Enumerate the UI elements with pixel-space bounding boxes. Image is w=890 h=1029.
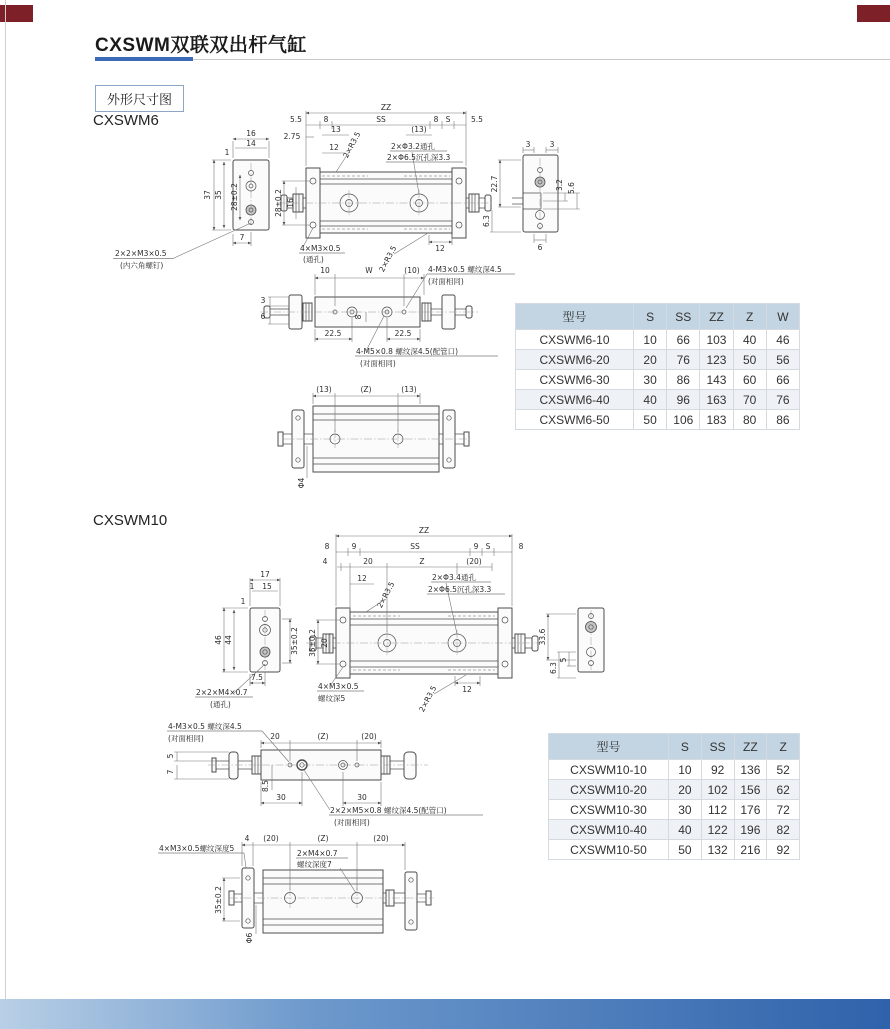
- dim-label: SS: [376, 115, 386, 124]
- cell: 70: [733, 390, 766, 410]
- dim-label: 20: [320, 638, 329, 648]
- dim-label: 7: [166, 769, 175, 775]
- cell-model: CXSWM6-10: [516, 330, 634, 350]
- table-header-row: [549, 734, 800, 760]
- table-row: [516, 350, 800, 370]
- col-header-z: Z: [733, 304, 766, 330]
- dim-label: 22.7: [490, 175, 499, 193]
- dim-label: 8: [324, 542, 330, 551]
- annotation-label: (对面相同): [334, 818, 370, 827]
- cxswm10-dimension-table: [548, 733, 800, 860]
- dim-label: S: [485, 542, 491, 551]
- cell: 102: [701, 780, 734, 800]
- dim-label: 20: [363, 557, 373, 566]
- dim-label: (20): [466, 557, 482, 566]
- dim-label: 37: [203, 190, 212, 200]
- cxswm6-main-view: [274, 103, 494, 273]
- dim-label: 1: [249, 582, 255, 591]
- model-label-cxswm10: CXSWM10: [93, 512, 168, 529]
- table-row: [549, 800, 800, 820]
- cell: 216: [734, 840, 767, 860]
- cell: 72: [767, 800, 800, 820]
- dim-label: (13): [411, 125, 427, 134]
- cell: 60: [733, 370, 766, 390]
- page-title: CXSWM双联双出杆气缸: [95, 35, 307, 56]
- dim-label: 16: [286, 198, 295, 208]
- table-row: [549, 840, 800, 860]
- table-row: [516, 330, 800, 350]
- dim-label: 22.5: [394, 329, 412, 338]
- cell: 82: [767, 820, 800, 840]
- dim-label: Φ4: [297, 477, 306, 489]
- dim-label: 8: [354, 314, 363, 320]
- dim-label: 17: [260, 570, 270, 579]
- dim-label: 2×R3.5: [341, 130, 363, 160]
- dim-label: 12: [462, 685, 472, 694]
- cell: 112: [701, 800, 734, 820]
- dim-label: 3: [525, 140, 531, 149]
- dim-label: 13: [331, 125, 341, 134]
- cell-model: CXSWM10-40: [549, 820, 669, 840]
- dim-label: 7: [239, 233, 245, 242]
- dim-label: 5: [166, 753, 175, 759]
- dim-label: 6: [260, 312, 266, 321]
- dim-label: 5.5: [290, 115, 302, 124]
- annotation-label: 2×Φ3.2通孔: [391, 142, 435, 151]
- cell: 10: [634, 330, 667, 350]
- col-header-zz: ZZ: [700, 304, 733, 330]
- dim-label: 3: [260, 296, 266, 305]
- dim-label: (20): [361, 732, 377, 741]
- cell: 40: [733, 330, 766, 350]
- dim-label: (13): [401, 385, 417, 394]
- col-header-s: S: [634, 304, 667, 330]
- cell: 56: [766, 350, 799, 370]
- cell: 92: [767, 840, 800, 860]
- dim-label: 16: [246, 129, 256, 138]
- dim-label: ZZ: [418, 526, 430, 535]
- table-row: [516, 390, 800, 410]
- cell-model: CXSWM6-30: [516, 370, 634, 390]
- annotation-label: 2×M4×0.7: [297, 849, 338, 858]
- dim-label: 12: [329, 143, 339, 152]
- annotation-label: 4×M3×0.5: [300, 244, 341, 253]
- dim-label: 22.5: [324, 329, 342, 338]
- dim-label: 2.75: [283, 132, 301, 141]
- cxswm10-end-view: [538, 608, 604, 678]
- dim-label: 6: [537, 243, 543, 252]
- col-header-s: S: [669, 734, 702, 760]
- dim-label: 46: [214, 635, 223, 645]
- dim-label: 9: [473, 542, 479, 551]
- cell-model: CXSWM6-40: [516, 390, 634, 410]
- cell: 103: [700, 330, 733, 350]
- section-label: 外形尺寸图: [95, 85, 184, 112]
- cell: 66: [766, 370, 799, 390]
- cell: 86: [766, 410, 799, 430]
- dim-label: 2×R3.5: [417, 684, 439, 714]
- cell: 122: [701, 820, 734, 840]
- cell-model: CXSWM6-50: [516, 410, 634, 430]
- dim-label: W: [365, 266, 373, 275]
- dim-label: 30: [276, 793, 286, 802]
- cxswm10-main-view: [306, 526, 540, 713]
- col-header-z: Z: [767, 734, 800, 760]
- dim-label: 28±0.2: [230, 183, 239, 211]
- dim-label: 12: [357, 574, 367, 583]
- cell: 52: [767, 760, 800, 780]
- annotation-label: 2×Φ6.5沉孔深3.3: [387, 153, 451, 162]
- cell: 10: [669, 760, 702, 780]
- dim-label: (10): [404, 266, 420, 275]
- dim-label: (Z): [317, 732, 329, 741]
- dim-label: 5.5: [471, 115, 483, 124]
- cell: 123: [700, 350, 733, 370]
- annotation-label: 螺纹深5: [318, 694, 346, 703]
- cell: 96: [667, 390, 700, 410]
- dim-label: 2×R3.5: [377, 244, 399, 274]
- cell-model: CXSWM10-20: [549, 780, 669, 800]
- dim-label: 6.3: [482, 215, 491, 227]
- cell: 76: [766, 390, 799, 410]
- dim-label: 3: [549, 140, 555, 149]
- cxswm10-side-view: [195, 570, 299, 709]
- dim-label: 12: [435, 244, 445, 253]
- annotation-label: 4×M3×0.5螺纹深度5: [159, 844, 235, 853]
- cxswm6-side-view: [113, 129, 269, 270]
- cell-model: CXSWM10-30: [549, 800, 669, 820]
- dim-label: 1: [224, 148, 230, 157]
- dim-label: 8: [323, 115, 329, 124]
- cxswm6-dimension-table: [515, 303, 800, 430]
- cell: 50: [733, 350, 766, 370]
- dim-label: (13): [316, 385, 332, 394]
- cell: 66: [667, 330, 700, 350]
- dim-label: Φ6: [245, 932, 254, 944]
- cxswm6-end-view: [482, 140, 580, 252]
- table-row: [516, 370, 800, 390]
- annotation-label: 4-M5×0.8 螺纹深4.5(配管口): [356, 347, 459, 356]
- dim-label: 3.2: [555, 179, 564, 191]
- dim-label: 30: [357, 793, 367, 802]
- annotation-label: (内六角螺钉): [120, 261, 164, 270]
- dim-label: (20): [263, 834, 279, 843]
- annotation-label: 2×2×M4×0.7: [196, 688, 248, 697]
- dim-label: 15: [262, 582, 272, 591]
- annotation-label: 螺纹深度7: [297, 860, 332, 869]
- annotation-label: 4-M3×0.5 螺纹深4.5: [168, 722, 242, 731]
- dim-label: (20): [373, 834, 389, 843]
- col-header-model: 型号: [549, 734, 669, 760]
- annotation-label: (对面相同): [360, 359, 396, 368]
- cell: 20: [669, 780, 702, 800]
- dim-label: 10: [320, 266, 330, 275]
- cell: 132: [701, 840, 734, 860]
- dim-label: 4: [322, 557, 328, 566]
- dim-label: 35±0.2: [214, 886, 223, 914]
- cell: 46: [766, 330, 799, 350]
- cxswm10-bottom-view: [166, 721, 483, 827]
- dim-label: 35: [214, 190, 223, 200]
- dim-label: 35±0.2: [308, 629, 317, 657]
- dim-label: (Z): [360, 385, 372, 394]
- cell-model: CXSWM6-20: [516, 350, 634, 370]
- annotation-label: (对面相同): [168, 734, 204, 743]
- dim-label: 20: [270, 732, 280, 741]
- dim-label: SS: [410, 542, 420, 551]
- dim-label: ZZ: [380, 103, 392, 112]
- dim-label: 8: [433, 115, 439, 124]
- table-row: [549, 760, 800, 780]
- annotation-label: (通孔): [303, 255, 324, 264]
- col-header-ss: SS: [667, 304, 700, 330]
- dim-label: 4: [244, 834, 250, 843]
- cell: 156: [734, 780, 767, 800]
- cell: 136: [734, 760, 767, 780]
- dim-label: 1: [240, 597, 246, 606]
- cell: 62: [767, 780, 800, 800]
- cell-model: CXSWM10-50: [549, 840, 669, 860]
- col-header-model: 型号: [516, 304, 634, 330]
- table-row: [549, 820, 800, 840]
- annotation-label: (对面相同): [428, 277, 464, 286]
- dim-label: 9: [351, 542, 357, 551]
- dim-label: 2×R3.5: [375, 580, 397, 610]
- cxswm6-bottom-view: [260, 264, 515, 368]
- cell: 80: [733, 410, 766, 430]
- cell: 50: [669, 840, 702, 860]
- cell: 163: [700, 390, 733, 410]
- table-row: [516, 410, 800, 430]
- cell: 176: [734, 800, 767, 820]
- dim-label: 44: [224, 635, 233, 645]
- model-label-cxswm6: CXSWM6: [93, 112, 159, 129]
- cxswm6-top-view: [278, 385, 470, 488]
- col-header-w: W: [766, 304, 799, 330]
- dim-label: 33.6: [538, 628, 547, 646]
- cell: 76: [667, 350, 700, 370]
- cell-model: CXSWM10-10: [549, 760, 669, 780]
- dim-label: 6.3: [549, 662, 558, 674]
- cell: 143: [700, 370, 733, 390]
- cell: 196: [734, 820, 767, 840]
- cell: 92: [701, 760, 734, 780]
- annotation-label: 2×Φ6.5沉孔深3.3: [428, 585, 492, 594]
- annotation-label: 4×M3×0.5: [318, 682, 359, 691]
- dim-label: S: [445, 115, 451, 124]
- annotation-label: 2×2×M5×0.8 螺纹深4.5(配管口): [330, 806, 447, 815]
- annotation-label: 4-M3×0.5 螺纹深4.5: [428, 265, 502, 274]
- footer-bar: [0, 999, 890, 1029]
- dim-label: 8: [518, 542, 524, 551]
- cell: 183: [700, 410, 733, 430]
- dim-label: 35±0.2: [290, 627, 299, 655]
- cell: 20: [634, 350, 667, 370]
- dim-label: 8.5: [261, 780, 270, 792]
- dim-label: 5: [559, 657, 568, 663]
- col-header-zz: ZZ: [734, 734, 767, 760]
- cell: 50: [634, 410, 667, 430]
- dim-label: 28±0.2: [274, 189, 283, 217]
- cell: 30: [669, 800, 702, 820]
- annotation-label: 2×2×M3×0.5: [115, 249, 167, 258]
- cell: 40: [634, 390, 667, 410]
- dim-label: Z: [419, 557, 425, 566]
- dim-label: 14: [246, 139, 256, 148]
- table-row: [549, 780, 800, 800]
- annotation-label: 2×Φ3.4通孔: [432, 573, 476, 582]
- annotation-label: (通孔): [210, 700, 231, 709]
- dim-label: (Z): [317, 834, 329, 843]
- cell: 106: [667, 410, 700, 430]
- cell: 86: [667, 370, 700, 390]
- dim-label: 7.5: [251, 673, 263, 682]
- cell: 30: [634, 370, 667, 390]
- dim-label: 5.6: [567, 182, 576, 194]
- table-header-row: [516, 304, 800, 330]
- cxswm10-top-view: [158, 834, 434, 943]
- col-header-ss: SS: [701, 734, 734, 760]
- cell: 40: [669, 820, 702, 840]
